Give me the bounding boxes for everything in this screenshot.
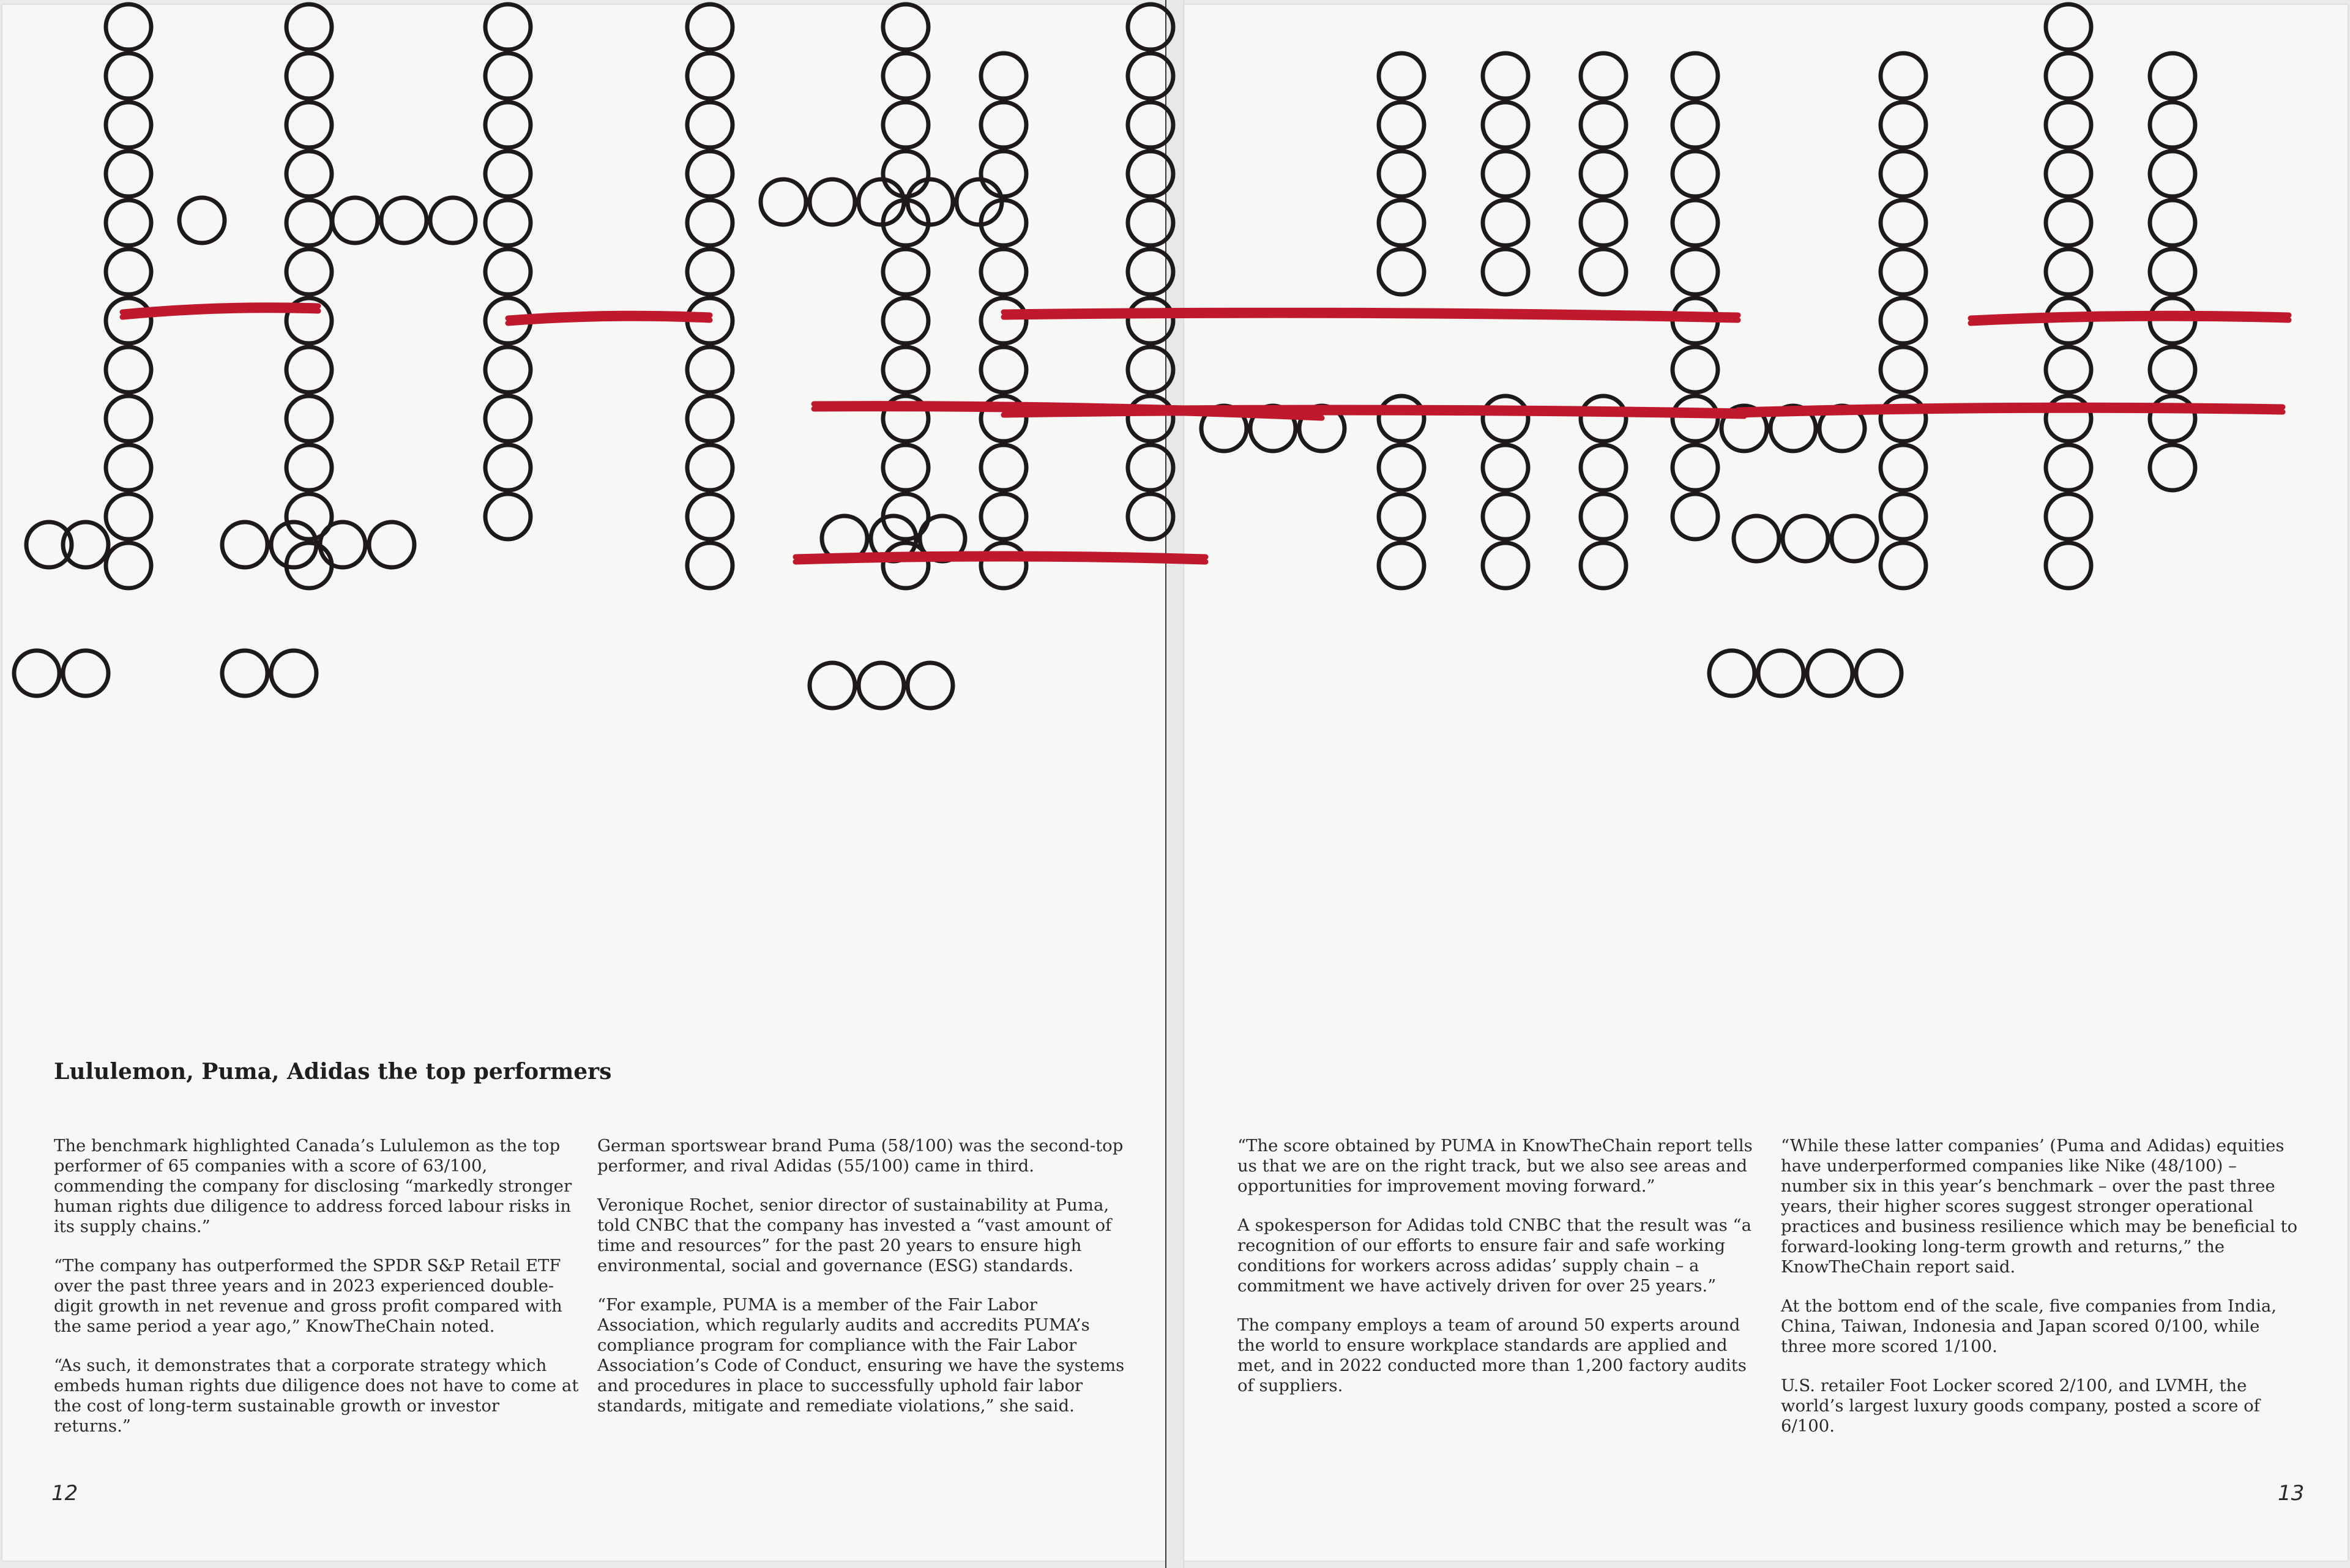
letter-circle bbox=[1379, 445, 1424, 490]
letter-circle bbox=[1581, 494, 1626, 539]
letter-circle bbox=[286, 151, 332, 196]
circle-letter-artwork bbox=[0, 0, 2350, 753]
paragraph: “As such, it demonstrates that a corporate strategy which embeds human rights due diligence does not have to come at the cost of long-term sustainable growth or investor returns.” bbox=[54, 1356, 579, 1436]
letter-circle bbox=[1483, 543, 1528, 588]
article-heading: Lululemon, Puma, Adidas the top performers bbox=[54, 1059, 612, 1085]
text-column-2 bbox=[597, 1136, 1126, 1435]
letter-circle bbox=[1379, 53, 1424, 99]
letter-circle bbox=[286, 200, 332, 245]
letter-circle bbox=[1128, 102, 1173, 147]
paragraph: German sportswear brand Puma (58/100) was the second-top performer, and rival Adidas (55/100) came in third. bbox=[597, 1136, 1124, 1176]
letter-circle bbox=[687, 4, 733, 50]
text-column-1 bbox=[54, 1136, 581, 1455]
letter-circle bbox=[1483, 396, 1528, 441]
letter-circle bbox=[1807, 651, 1852, 696]
letter-circle bbox=[2150, 200, 2195, 245]
paragraph: The benchmark highlighted Canada’s Lululemon as the top performer of 65 companies with a score of 63/100, commending the company for disclosing “markedly stronger human rights due diligence to address forced labour risks in its supply chains.” bbox=[54, 1136, 572, 1236]
letter-circle bbox=[981, 102, 1026, 147]
paragraph: The company employs a team of around 50 experts around the world to ensure workplace standards are applied and met, and in 2022 conducted more than 1,200 factory audits of suppliers. bbox=[1237, 1315, 1747, 1395]
letter-circle bbox=[1379, 494, 1424, 539]
letter-circle bbox=[485, 249, 531, 294]
text-column-4 bbox=[1781, 1136, 2307, 1455]
letter-circle bbox=[106, 53, 151, 99]
letter-circle bbox=[2150, 249, 2195, 294]
letter-circle bbox=[1483, 102, 1528, 147]
letter-circle bbox=[687, 102, 733, 147]
letter-circle bbox=[332, 198, 378, 243]
letter-circle bbox=[1832, 516, 1877, 561]
letter-circle bbox=[1128, 494, 1173, 539]
letter-circle bbox=[1673, 249, 1718, 294]
letter-circle bbox=[981, 347, 1026, 392]
letter-circle bbox=[1483, 200, 1528, 245]
paragraph: U.S. retailer Foot Locker scored 2/100, and LVMH, the world’s largest luxury goods company, posted a score of 6/100. bbox=[1781, 1376, 2260, 1436]
letter-circle bbox=[1128, 396, 1173, 441]
letter-circle bbox=[687, 53, 733, 99]
paragraph: At the bottom end of the scale, five companies from India, China, Taiwan, Indonesia and Japan scored 0/100, while three more scored 1/100. bbox=[1781, 1296, 2277, 1356]
letter-circle bbox=[2046, 200, 2091, 245]
letter-circle bbox=[1581, 396, 1626, 441]
letter-circle bbox=[2046, 494, 2091, 539]
letter-circle bbox=[106, 102, 151, 147]
letter-circle bbox=[1709, 651, 1755, 696]
letter-circle bbox=[2046, 445, 2091, 490]
letter-circle bbox=[1128, 53, 1173, 99]
letter-circle bbox=[1881, 249, 1926, 294]
letter-circle bbox=[1881, 347, 1926, 392]
letter-circle bbox=[1379, 151, 1424, 196]
letter-circle bbox=[222, 522, 267, 567]
letter-circle bbox=[981, 249, 1026, 294]
letter-circle bbox=[106, 347, 151, 392]
letter-circle bbox=[859, 663, 904, 708]
letter-circle bbox=[485, 102, 531, 147]
letter-circle bbox=[1881, 53, 1926, 99]
paragraph: “The company has outperformed the SPDR S&P Retail ETF over the past three years and in 2023 experienced double-digit growth in net revenue and gross profit compared with the same period a year ago,” KnowTheChain noted. bbox=[54, 1256, 562, 1336]
letter-circle bbox=[286, 53, 332, 99]
letter-circle bbox=[1881, 151, 1926, 196]
letter-circle bbox=[106, 445, 151, 490]
letter-circle bbox=[286, 445, 332, 490]
letter-circle bbox=[1673, 347, 1718, 392]
paragraph: “The score obtained by PUMA in KnowTheChain report tells us that we are on the right track, but we also see areas and opportunities for improvement moving forward.” bbox=[1237, 1136, 1753, 1196]
letter-circle bbox=[485, 445, 531, 490]
letter-circle bbox=[810, 179, 855, 225]
letter-circle bbox=[1881, 200, 1926, 245]
letter-circle bbox=[1673, 102, 1718, 147]
letter-circle bbox=[1783, 516, 1828, 561]
letter-circle bbox=[761, 179, 806, 225]
letter-circle bbox=[485, 200, 531, 245]
letter-circle bbox=[883, 102, 928, 147]
letter-circle bbox=[485, 53, 531, 99]
letter-circle bbox=[1128, 347, 1173, 392]
thread-strand bbox=[508, 318, 710, 323]
letter-circle bbox=[1128, 200, 1173, 245]
letter-circle bbox=[687, 396, 733, 441]
letter-circle bbox=[883, 298, 928, 343]
letter-circle bbox=[981, 151, 1026, 196]
paragraph: A spokesperson for Adidas told CNBC that the result was “a recognition of our efforts to ensure fair and safe working conditions for workers across adidas’ supply chain – a commitment we have actively driven for over 25 years.” bbox=[1237, 1215, 1751, 1296]
letter-circle bbox=[1483, 249, 1528, 294]
letter-circle bbox=[1128, 249, 1173, 294]
letter-circle bbox=[1483, 494, 1528, 539]
thread-strand bbox=[1971, 318, 2289, 323]
letter-circle bbox=[485, 4, 531, 50]
letter-circle bbox=[1673, 445, 1718, 490]
text-column-3 bbox=[1237, 1136, 1766, 1415]
letter-circle bbox=[1856, 651, 1901, 696]
letter-circle bbox=[271, 651, 316, 696]
letter-circle bbox=[2046, 4, 2091, 50]
letter-circle bbox=[106, 4, 151, 50]
letter-circle bbox=[883, 4, 928, 50]
letter-circle bbox=[1581, 151, 1626, 196]
letter-circle bbox=[1881, 494, 1926, 539]
letter-circle bbox=[369, 522, 414, 567]
letter-circle bbox=[981, 53, 1026, 99]
letter-circle bbox=[106, 543, 151, 588]
letter-circle bbox=[1581, 53, 1626, 99]
letter-circle bbox=[908, 663, 953, 708]
letter-circle bbox=[485, 151, 531, 196]
thread-strand bbox=[1004, 315, 1738, 320]
letter-circle bbox=[106, 298, 151, 343]
letter-circle bbox=[1881, 396, 1926, 441]
letter-circle bbox=[1673, 494, 1718, 539]
letter-circle bbox=[981, 494, 1026, 539]
letter-circle bbox=[1881, 102, 1926, 147]
paragraph: “While these latter companies’ (Puma and Adidas) equities have underperformed companies like Nike (48/100) – number six in this year’s benchmark – over the past three years, their higher scores suggest stronger operational practices and business resilience which may be beneficial to forward-looking long-term growth and returns,” the KnowTheChain report said. bbox=[1781, 1136, 2298, 1277]
letter-circle bbox=[222, 651, 267, 696]
letter-circle bbox=[687, 151, 733, 196]
letter-circle bbox=[981, 445, 1026, 490]
letter-circle bbox=[883, 445, 928, 490]
letter-circle bbox=[1881, 543, 1926, 588]
letter-circle bbox=[810, 663, 855, 708]
letter-circle bbox=[2150, 347, 2195, 392]
letter-circle bbox=[883, 347, 928, 392]
letter-circle bbox=[430, 198, 476, 243]
letter-circle bbox=[1581, 445, 1626, 490]
letter-circle bbox=[2150, 396, 2195, 441]
letter-circle bbox=[106, 200, 151, 245]
letter-circle bbox=[687, 347, 733, 392]
letter-circle bbox=[286, 4, 332, 50]
letter-circle bbox=[1483, 53, 1528, 99]
letter-circle bbox=[485, 396, 531, 441]
letter-circle bbox=[2046, 102, 2091, 147]
page-number-right: 13 bbox=[2278, 1481, 2305, 1506]
letter-circle bbox=[1673, 151, 1718, 196]
letter-circle bbox=[1881, 298, 1926, 343]
letter-circle bbox=[687, 445, 733, 490]
letter-circle bbox=[1379, 200, 1424, 245]
letter-circle bbox=[485, 347, 531, 392]
letter-circle bbox=[1128, 4, 1173, 50]
letter-circle bbox=[1483, 151, 1528, 196]
letter-circle bbox=[687, 543, 733, 588]
letter-circle bbox=[1128, 298, 1173, 343]
letter-circle bbox=[883, 53, 928, 99]
letter-circle bbox=[981, 298, 1026, 343]
letter-circle bbox=[2046, 347, 2091, 392]
red-thread-stitches bbox=[122, 305, 2289, 562]
letter-circle bbox=[1379, 102, 1424, 147]
letter-circle bbox=[1581, 102, 1626, 147]
letter-circle bbox=[1581, 200, 1626, 245]
letter-circle bbox=[63, 651, 108, 696]
page-number-left: 12 bbox=[51, 1481, 78, 1506]
letter-circle bbox=[883, 249, 928, 294]
letter-circle bbox=[106, 396, 151, 441]
letter-circle bbox=[1673, 396, 1718, 441]
letter-circle bbox=[1128, 151, 1173, 196]
paragraph: “For example, PUMA is a member of the Fair Labor Association, which regularly audits and accredits PUMA’s compliance program for compliance with the Fair Labor Association’s Code of Conduct, ensuring we have the systems and procedures in place to successfully uphold fair labor standards, mitigate and remediate violations,” she said. bbox=[597, 1295, 1125, 1416]
letter-circle bbox=[286, 249, 332, 294]
letter-circle bbox=[1673, 53, 1718, 99]
letter-circle bbox=[687, 494, 733, 539]
letter-circle bbox=[2046, 543, 2091, 588]
letter-circle bbox=[1581, 543, 1626, 588]
letter-circle bbox=[106, 151, 151, 196]
letter-circle bbox=[106, 249, 151, 294]
letter-circle bbox=[286, 396, 332, 441]
letter-circle bbox=[1581, 249, 1626, 294]
thread-strand bbox=[1738, 410, 2283, 415]
letter-circle bbox=[1483, 445, 1528, 490]
letter-circle bbox=[2046, 151, 2091, 196]
letter-circle bbox=[981, 543, 1026, 588]
circle-grid bbox=[14, 4, 2195, 708]
letter-circle bbox=[2150, 151, 2195, 196]
thread-strand bbox=[796, 559, 1206, 562]
letter-circle bbox=[2046, 249, 2091, 294]
letter-circle bbox=[286, 102, 332, 147]
letter-circle bbox=[381, 198, 427, 243]
letter-circle bbox=[320, 522, 365, 567]
letter-circle bbox=[1673, 200, 1718, 245]
letter-circle bbox=[1379, 396, 1424, 441]
letter-circle bbox=[1379, 249, 1424, 294]
letter-circle bbox=[485, 494, 531, 539]
letter-circle bbox=[2150, 53, 2195, 99]
letter-circle bbox=[1734, 516, 1779, 561]
letter-circle bbox=[1758, 651, 1804, 696]
letter-circle bbox=[14, 651, 59, 696]
letter-circle bbox=[687, 249, 733, 294]
letter-circle bbox=[1128, 445, 1173, 490]
letter-circle bbox=[2150, 445, 2195, 490]
paragraph: Veronique Rochet, senior director of sustainability at Puma, told CNBC that the company has invested a “vast amount of time and resources” for the past 20 years to ensure high environmental, social and governance (ESG) standards. bbox=[597, 1195, 1112, 1275]
letter-circle bbox=[106, 494, 151, 539]
letter-circle bbox=[883, 151, 928, 196]
letter-circle bbox=[2046, 53, 2091, 99]
letter-circle bbox=[1881, 445, 1926, 490]
letter-circle bbox=[179, 198, 225, 243]
letter-circle bbox=[286, 347, 332, 392]
letter-circle bbox=[2150, 102, 2195, 147]
thread-strand bbox=[1004, 413, 1744, 416]
letter-circle bbox=[687, 200, 733, 245]
letter-circle bbox=[1379, 543, 1424, 588]
